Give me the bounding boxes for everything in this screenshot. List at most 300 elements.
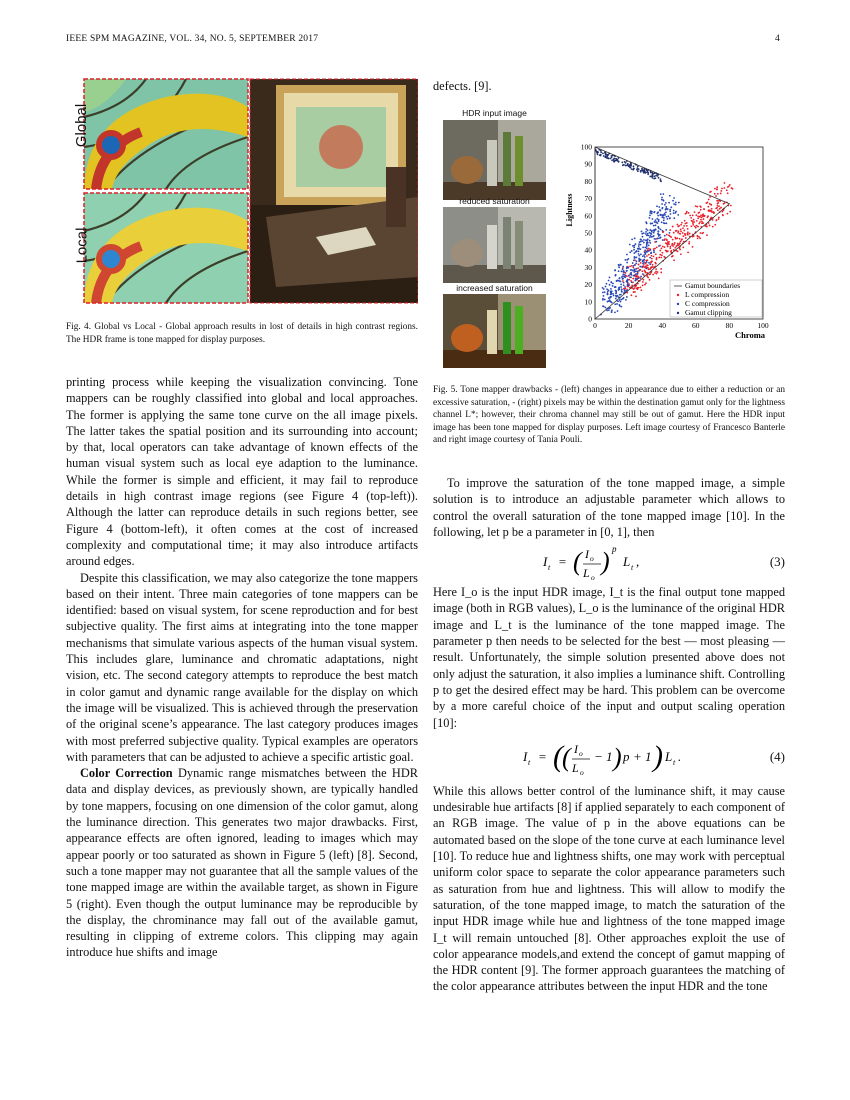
legend bbox=[670, 280, 762, 317]
scatter-point bbox=[622, 273, 624, 275]
scatter-point bbox=[696, 206, 698, 208]
scatter-point bbox=[696, 225, 698, 227]
scatter-point bbox=[647, 173, 649, 175]
scatter-point bbox=[689, 215, 691, 217]
scatter-point bbox=[618, 264, 620, 266]
scatter-point bbox=[667, 246, 669, 248]
scatter-point bbox=[665, 202, 667, 204]
scatter-point bbox=[662, 230, 664, 232]
scatter-point bbox=[727, 192, 729, 194]
scatter-point bbox=[660, 257, 662, 259]
scatter-point bbox=[633, 265, 635, 267]
scatter-point bbox=[616, 280, 618, 282]
scatter-point bbox=[698, 211, 700, 213]
scatter-point bbox=[618, 267, 620, 269]
scatter-point bbox=[690, 217, 692, 219]
scatter-point bbox=[674, 247, 676, 249]
scatter-point bbox=[726, 189, 728, 191]
scatter-point bbox=[719, 208, 721, 210]
scatter-point bbox=[631, 281, 633, 283]
scatter-point bbox=[657, 237, 659, 239]
scatter-point bbox=[617, 300, 619, 302]
y-tick-label: 40 bbox=[584, 245, 592, 255]
svg-text:+ 1: + 1 bbox=[633, 748, 652, 764]
label-global: Global bbox=[73, 103, 91, 148]
scatter-point bbox=[683, 230, 685, 232]
scatter-point bbox=[676, 230, 678, 232]
scatter-point bbox=[628, 279, 630, 281]
scatter-point bbox=[650, 223, 652, 225]
scatter-point bbox=[680, 229, 682, 231]
stained-glass-composite bbox=[66, 77, 418, 305]
figure4-caption: Fig. 4. Global vs Local - Global approach results in lost of details in high contrast regions. The HDR frame is tone mapped for display purposes. bbox=[66, 322, 418, 345]
svg-text:=: = bbox=[558, 554, 567, 570]
scatter-point bbox=[619, 277, 621, 279]
scatter-point bbox=[622, 278, 624, 280]
local-crop bbox=[84, 193, 248, 303]
scatter-point bbox=[657, 226, 659, 228]
page-number: 4 bbox=[775, 34, 780, 44]
scatter-point bbox=[716, 186, 718, 188]
scatter-point bbox=[632, 270, 634, 272]
scatter-point bbox=[691, 225, 693, 227]
scatter-point bbox=[629, 164, 631, 166]
panel-title-reduced: reduced saturation bbox=[459, 196, 530, 206]
scatter-point bbox=[674, 242, 676, 244]
scatter-point bbox=[612, 285, 614, 287]
scatter-point bbox=[644, 256, 646, 258]
scatter-point bbox=[640, 286, 642, 288]
scatter-point bbox=[654, 221, 656, 223]
scatter-point bbox=[665, 206, 667, 208]
scatter-point bbox=[638, 250, 640, 252]
scatter-point bbox=[642, 281, 644, 283]
scatter-point bbox=[648, 244, 650, 246]
scatter-point bbox=[660, 193, 662, 195]
scatter-point bbox=[699, 237, 701, 239]
scatter-point bbox=[702, 232, 704, 234]
scatter-point bbox=[702, 215, 704, 217]
scatter-point bbox=[641, 168, 643, 170]
scatter-point bbox=[642, 255, 644, 257]
scatter-point bbox=[626, 296, 628, 298]
label-local: Local bbox=[73, 227, 91, 264]
scatter-point bbox=[649, 257, 651, 259]
scatter-point bbox=[668, 215, 670, 217]
scatter-point bbox=[603, 288, 605, 290]
scatter-point bbox=[669, 247, 671, 249]
paragraph-categories: Despite this classification, we may also categorize the tone mappers based on their intent. Three main categories of tone mappers can be identified: based on visual system, for scene reproduction and for best subjective quality. The first aims at integrating into the tone mapper mechanisms that simulate various aspects of the human visual system. This includes glare, luminance and chromatic adaptations, night vision, etc. The second category attempts to reproduce the best match in color gamut and dynamic range available for the display on which the image will be visualized. This is achieved through the preservation of the original scene’s appearance. The last category produces images with most preferred subjective quality. Typical examples are operators with parameters that can be adjusted to achieve a specific artistic goal. bbox=[66, 570, 418, 764]
scatter-point bbox=[633, 252, 635, 254]
scatter-point bbox=[630, 276, 632, 278]
scatter-point bbox=[728, 185, 730, 187]
scatter-point bbox=[675, 245, 677, 247]
legend-gamut-clipping: Gamut clipping bbox=[685, 308, 732, 317]
scatter-point bbox=[648, 262, 650, 264]
scatter-point bbox=[662, 217, 664, 219]
scatter-point bbox=[707, 215, 709, 217]
scatter-point bbox=[710, 204, 712, 206]
scatter-point bbox=[638, 247, 640, 249]
equation-4 bbox=[433, 731, 785, 783]
scatter-point bbox=[609, 284, 611, 286]
scatter-point bbox=[661, 197, 663, 199]
y-tick-label: 20 bbox=[584, 280, 592, 290]
scatter-point bbox=[718, 218, 720, 220]
scatter-point bbox=[660, 268, 662, 270]
running-header bbox=[66, 34, 780, 48]
scatter-point bbox=[636, 256, 638, 258]
paragraph-color-correction bbox=[66, 765, 418, 961]
svg-text:I: I bbox=[543, 554, 548, 570]
scatter-point bbox=[648, 217, 650, 219]
scatter-point bbox=[638, 260, 640, 262]
scatter-point bbox=[634, 280, 636, 282]
scatter-point bbox=[656, 257, 658, 259]
photo-increased-saturation bbox=[443, 294, 546, 368]
scatter-point bbox=[632, 278, 634, 280]
scatter-point bbox=[658, 245, 660, 247]
svg-text:): ) bbox=[613, 742, 622, 772]
scatter-point bbox=[694, 226, 696, 228]
scatter-point bbox=[649, 176, 651, 178]
scatter-point bbox=[606, 310, 608, 312]
journal-header: IEEE SPM MAGAZINE, VOL. 34, NO. 5, SEPTEMBER 2017 bbox=[66, 34, 319, 44]
svg-text:): ) bbox=[601, 547, 610, 577]
scatter-point bbox=[644, 249, 646, 251]
scatter-point bbox=[638, 270, 640, 272]
scatter-point bbox=[729, 211, 731, 213]
scatter-point bbox=[661, 254, 663, 256]
scatter-point bbox=[688, 243, 690, 245]
scatter-point bbox=[646, 171, 648, 173]
scatter-point bbox=[636, 260, 638, 262]
scatter-point bbox=[677, 243, 679, 245]
scatter-point bbox=[675, 212, 677, 214]
scatter-point bbox=[622, 280, 624, 282]
scatter-point bbox=[693, 219, 695, 221]
scatter-point bbox=[609, 277, 611, 279]
scatter-point bbox=[663, 217, 665, 219]
scatter-point bbox=[673, 244, 675, 246]
scatter-point bbox=[647, 267, 649, 269]
y-tick-label: 70 bbox=[584, 194, 592, 204]
paragraph-improve-saturation: To improve the saturation of the tone mapped image, a simple solution is to introduce an adjustable parameter which allows to control the overall saturation of the tone mapped image [10]. In the following, let p be a parameter in [0, 1], then bbox=[433, 476, 785, 539]
scatter-point bbox=[673, 212, 675, 214]
scatter-point bbox=[673, 259, 675, 261]
scatter-point bbox=[658, 235, 660, 237]
scatter-point bbox=[638, 263, 640, 265]
scatter-point bbox=[633, 249, 635, 251]
legend-c-compression: C compression bbox=[685, 299, 730, 308]
scatter-point bbox=[639, 277, 641, 279]
scatter-point bbox=[672, 255, 674, 257]
scatter-point bbox=[659, 250, 661, 252]
scatter-point bbox=[662, 252, 664, 254]
scatter-point bbox=[659, 254, 661, 256]
scatter-point bbox=[660, 272, 662, 274]
scatter-point bbox=[655, 241, 657, 243]
scatter-point bbox=[617, 310, 619, 312]
scatter-point bbox=[667, 208, 669, 210]
scatter-point bbox=[730, 205, 732, 207]
scatter-point bbox=[634, 257, 636, 259]
scatter-point bbox=[640, 239, 642, 241]
scatter-point bbox=[724, 182, 726, 184]
svg-text:t: t bbox=[673, 757, 676, 767]
scatter-point bbox=[600, 151, 602, 153]
scatter-point bbox=[721, 211, 723, 213]
scatter-point bbox=[669, 229, 671, 231]
scatter-point bbox=[686, 222, 688, 224]
scatter-point bbox=[682, 235, 684, 237]
paragraph-here-io: Here I_o is the input HDR image, I_t is the final output tone mapped image (both in RGB values), L_o is the luminance of the original HDR image and L_t is the luminance of the tone mapped image. The parameter p then needs to be selected for the best — most pleasing — result. Unfortunately, the simple solution presented above does not only adjust the saturation, it also implies a luminance shift. Controlling p to get the desired effect may be hard. This problem can be overcome by a more careful choice of the input and output scaling operation [10]: bbox=[433, 585, 785, 730]
scatter-point bbox=[607, 294, 609, 296]
scatter-point bbox=[652, 177, 654, 179]
scatter-point bbox=[675, 204, 677, 206]
scatter-point bbox=[656, 246, 658, 248]
scatter-point bbox=[669, 218, 671, 220]
scatter-point bbox=[620, 299, 622, 301]
panel-title-hdr: HDR input image bbox=[462, 108, 527, 118]
scatter-point bbox=[610, 282, 612, 284]
scatter-point bbox=[636, 270, 638, 272]
scatter-point bbox=[651, 213, 653, 215]
scatter-point bbox=[644, 247, 646, 249]
scatter-point bbox=[629, 244, 631, 246]
scatter-point bbox=[643, 259, 645, 261]
scatter-point bbox=[599, 154, 601, 156]
x-tick-label: 60 bbox=[692, 321, 700, 330]
scatter-point bbox=[669, 195, 671, 197]
y-tick-label: 10 bbox=[584, 297, 592, 307]
scatter-point bbox=[633, 288, 635, 290]
scatter-point bbox=[621, 276, 623, 278]
scatter-point bbox=[619, 288, 621, 290]
x-ticks bbox=[593, 321, 769, 330]
scatter-point bbox=[682, 232, 684, 234]
scatter-point bbox=[684, 220, 686, 222]
scatter-point bbox=[615, 298, 617, 300]
scatter-point bbox=[635, 276, 637, 278]
scatter-point bbox=[653, 255, 655, 257]
paragraph-tone-mappers: printing process while keeping the visualization convincing. Tone mappers can be roughly classified into global and local approaches. The former is applying the same tone curve on the all image pixels. The latter takes the spatial position and its surrounding into account; by that, local operators can take advantage of known effects of the human visual system such as local eye adaption to the luminance. While the former is simple and efficient, it may fail to reproduce details in high contrast image regions (see Figure 4 (top-left)). Although the latter can reproduce details in such regions better, see Figure 4 (bottom-left), it often comes at the cost of increased complexity and computational time; it may also introduce artifacts around edges. bbox=[66, 375, 418, 569]
scatter-point bbox=[604, 156, 606, 158]
scatter-point bbox=[720, 190, 722, 192]
scatter-point bbox=[653, 251, 655, 253]
scatter-point bbox=[652, 264, 654, 266]
scatter-point bbox=[629, 251, 631, 253]
scatter-point bbox=[672, 226, 674, 228]
scatter-point bbox=[678, 202, 680, 204]
scatter-point bbox=[700, 214, 702, 216]
scatter-point bbox=[697, 226, 699, 228]
scatter-point bbox=[707, 202, 709, 204]
scatter-point bbox=[616, 303, 618, 305]
scatter-point bbox=[611, 311, 613, 313]
scatter-point bbox=[638, 255, 640, 257]
scatter-point bbox=[652, 236, 654, 238]
scatter-point bbox=[682, 227, 684, 229]
scatter-point bbox=[619, 305, 621, 307]
svg-text:t: t bbox=[631, 563, 634, 573]
scatter-point bbox=[603, 155, 605, 157]
scatter-point bbox=[603, 295, 605, 297]
scatter-point bbox=[651, 231, 653, 233]
scatter-point bbox=[644, 169, 646, 171]
scatter-point bbox=[646, 264, 648, 266]
scatter-point bbox=[665, 250, 667, 252]
scatter-point bbox=[640, 241, 642, 243]
scatter-point bbox=[711, 210, 713, 212]
scatter-point bbox=[703, 218, 705, 220]
scatter-point bbox=[699, 232, 701, 234]
scatter-point bbox=[624, 289, 626, 291]
scatter-point bbox=[654, 211, 656, 213]
scatter-point bbox=[626, 270, 628, 272]
scatter-point bbox=[651, 258, 653, 260]
scatter-point bbox=[655, 229, 657, 231]
scatter-point bbox=[722, 214, 724, 216]
scatter-point bbox=[708, 209, 710, 211]
scatter-point bbox=[692, 224, 694, 226]
scatter-point bbox=[695, 205, 697, 207]
svg-text:o: o bbox=[580, 767, 584, 777]
scatter-point bbox=[654, 272, 656, 274]
scatter-point bbox=[634, 286, 636, 288]
scatter-point bbox=[651, 255, 653, 257]
scatter-point bbox=[626, 254, 628, 256]
scatter-point bbox=[701, 222, 703, 224]
svg-text:(: ( bbox=[553, 739, 563, 773]
scatter-point bbox=[645, 239, 647, 241]
scatter-point bbox=[717, 205, 719, 207]
scatter-point bbox=[619, 280, 621, 282]
x-axis-label: Chroma bbox=[734, 330, 766, 340]
scatter-point bbox=[615, 158, 617, 160]
scatter-point bbox=[656, 273, 658, 275]
scatter-point bbox=[715, 195, 717, 197]
scatter-point bbox=[635, 268, 637, 270]
scatter-point bbox=[673, 197, 675, 199]
scatter-point bbox=[622, 266, 624, 268]
scatter-point bbox=[689, 233, 691, 235]
scatter-point bbox=[649, 229, 651, 231]
scatter-point bbox=[648, 254, 650, 256]
scatter-point bbox=[604, 307, 606, 309]
figure5-caption: Fig. 5. Tone mapper drawbacks - (left) changes in appearance due to either a reduction or an excessive saturation, - (right) pixels may be within the destination gamut only for the lightness channel L*; however, their chroma channel may still be out of gamut. Here the HDR input image has been tone mapped for display purposes. Left image courtesy of Francesco Banterle and right image courtesy of Tania Pouli. bbox=[433, 385, 785, 446]
scatter-point bbox=[667, 250, 669, 252]
svg-text:(: ( bbox=[573, 547, 582, 577]
scatter-point bbox=[650, 233, 652, 235]
scatter-point bbox=[646, 169, 648, 171]
scatter-point bbox=[615, 274, 617, 276]
scatter-point bbox=[696, 220, 698, 222]
scatter-point bbox=[640, 170, 642, 172]
scatter-point bbox=[631, 250, 633, 252]
scatter-point bbox=[709, 225, 711, 227]
scatter-point bbox=[633, 165, 635, 167]
paragraph-luminance-shift: While this allows better control of the luminance shift, it may cause undesirable hue artifacts [8] if applied separately to each component of an RGB image. The value of p in the above equations can be automated based on the slope of the tone curve at each luminance level [10]. To reduce hue and lightness shifts, one may work with perceptual uniform color space to separate the color appearance parameters such as saturation from hue and lightness. This will allow to modify the saturation, of the tone mapped image, to match the saturation of the input HDR image while hue and lightness of the tone mapped image I_t will remain untouched [8]. Other approaches exploit the use of color appearance models,and extend the concept of gamut mapping of the HDR content [9]. The former approach guarantees the matching of the color appearance attributes between the input HDR and the tone bbox=[433, 783, 785, 994]
equation-3 bbox=[433, 540, 785, 584]
scatter-point bbox=[611, 159, 613, 161]
scatter-point bbox=[626, 266, 628, 268]
scatter-point bbox=[665, 242, 667, 244]
scatter-point bbox=[654, 248, 656, 250]
scatter-point bbox=[645, 267, 647, 269]
scatter-point bbox=[693, 235, 695, 237]
scatter-point bbox=[646, 261, 648, 263]
scatter-point bbox=[692, 246, 694, 248]
scatter-point bbox=[680, 253, 682, 255]
scatter-point bbox=[678, 243, 680, 245]
scatter-point bbox=[717, 193, 719, 195]
scatter-point bbox=[718, 216, 720, 218]
scatter-point bbox=[621, 162, 623, 164]
scatter-point bbox=[715, 220, 717, 222]
scatter-point bbox=[655, 219, 657, 221]
scatter-point bbox=[692, 215, 694, 217]
scatter-point bbox=[673, 217, 675, 219]
scatter-point bbox=[686, 225, 688, 227]
scatter-point bbox=[635, 243, 637, 245]
scatter-point bbox=[619, 299, 621, 301]
scatter-point bbox=[615, 286, 617, 288]
scatter-point bbox=[636, 251, 638, 253]
svg-text:L: L bbox=[572, 760, 579, 775]
scatter-point bbox=[615, 295, 617, 297]
scatter-point bbox=[685, 237, 687, 239]
right-column bbox=[433, 475, 785, 995]
scatter-point bbox=[649, 214, 651, 216]
scatter-point bbox=[646, 247, 648, 249]
svg-text:,: , bbox=[636, 554, 640, 570]
scatter-point bbox=[626, 281, 628, 283]
scatter-point bbox=[640, 276, 642, 278]
scatter-point bbox=[628, 258, 630, 260]
scatter-point bbox=[672, 245, 674, 247]
scatter-point bbox=[633, 167, 635, 169]
scatter-point bbox=[688, 212, 690, 214]
scatter-point bbox=[683, 225, 685, 227]
scatter-point bbox=[623, 284, 625, 286]
scatter-point bbox=[647, 233, 649, 235]
scatter-point bbox=[666, 216, 668, 218]
svg-text:p: p bbox=[623, 748, 630, 764]
scatter-point bbox=[714, 224, 716, 226]
scatter-point bbox=[605, 286, 607, 288]
scatter-point bbox=[688, 241, 690, 243]
scatter-point bbox=[649, 242, 651, 244]
svg-text:I: I bbox=[574, 741, 578, 756]
scatter-point bbox=[645, 171, 647, 173]
scatter-point bbox=[700, 219, 702, 221]
scatter-point bbox=[620, 294, 622, 296]
scatter-point bbox=[643, 172, 645, 174]
scatter-point bbox=[627, 283, 629, 285]
scatter-point bbox=[666, 234, 668, 236]
scatter-point bbox=[673, 232, 675, 234]
equation-4-formula bbox=[523, 731, 743, 783]
scatter-point bbox=[701, 216, 703, 218]
scatter-point bbox=[667, 241, 669, 243]
scatter-point bbox=[665, 211, 667, 213]
scatter-point bbox=[649, 273, 651, 275]
scatter-point bbox=[658, 257, 660, 259]
scatter-point bbox=[623, 270, 625, 272]
scatter-point bbox=[649, 236, 651, 238]
scatter-point bbox=[720, 207, 722, 209]
